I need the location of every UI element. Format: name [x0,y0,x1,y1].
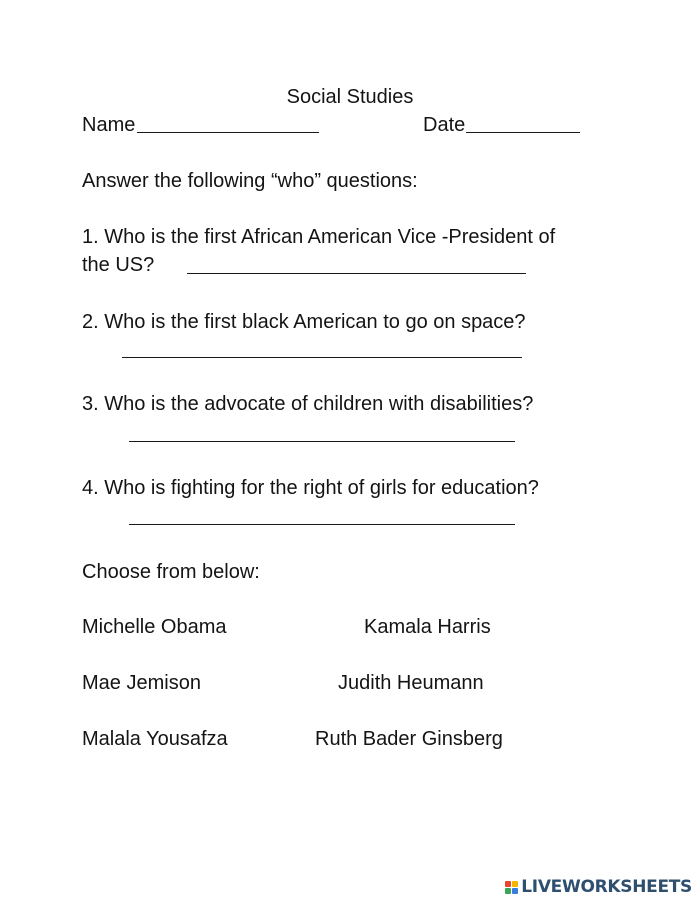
date-answer-line[interactable] [466,132,580,133]
logo-square [512,881,518,887]
liveworksheets-watermark [505,877,692,897]
logo-square [512,888,518,894]
name-answer-line[interactable] [137,132,319,133]
choice-item: Mae Jemison [82,672,201,694]
choice-item: Kamala Harris [364,616,491,638]
page-title: Social Studies [286,86,414,108]
question-3-text: 3. Who is the advocate of children with disabilities? [82,393,534,415]
choose-label: Choose from below: [82,561,260,583]
date-label: Date [423,114,466,136]
question-1-text-cont: the US? [82,254,155,276]
choice-item: Judith Heumann [338,672,484,694]
liveworksheets-logo-icon [505,881,518,894]
choice-item: Michelle Obama [82,616,227,638]
name-label: Name [82,114,136,136]
logo-square [505,881,511,887]
question-2-answer-line[interactable] [122,357,522,358]
watermark-text: LIVEWORKSHEETS [521,877,692,897]
question-1-answer-line[interactable] [187,273,526,274]
question-4-answer-line[interactable] [129,524,515,525]
question-3-answer-line[interactable] [129,441,515,442]
instructions-text: Answer the following “who” questions: [82,170,418,192]
question-2-text: 2. Who is the first black American to go on space? [82,311,526,333]
logo-square [505,888,511,894]
choice-item: Ruth Bader Ginsberg [315,728,503,750]
choice-item: Malala Yousafza [82,728,228,750]
question-1-text: 1. Who is the first African American Vice -President of [82,226,556,248]
question-4-text: 4. Who is fighting for the right of girls for education? [82,477,539,499]
